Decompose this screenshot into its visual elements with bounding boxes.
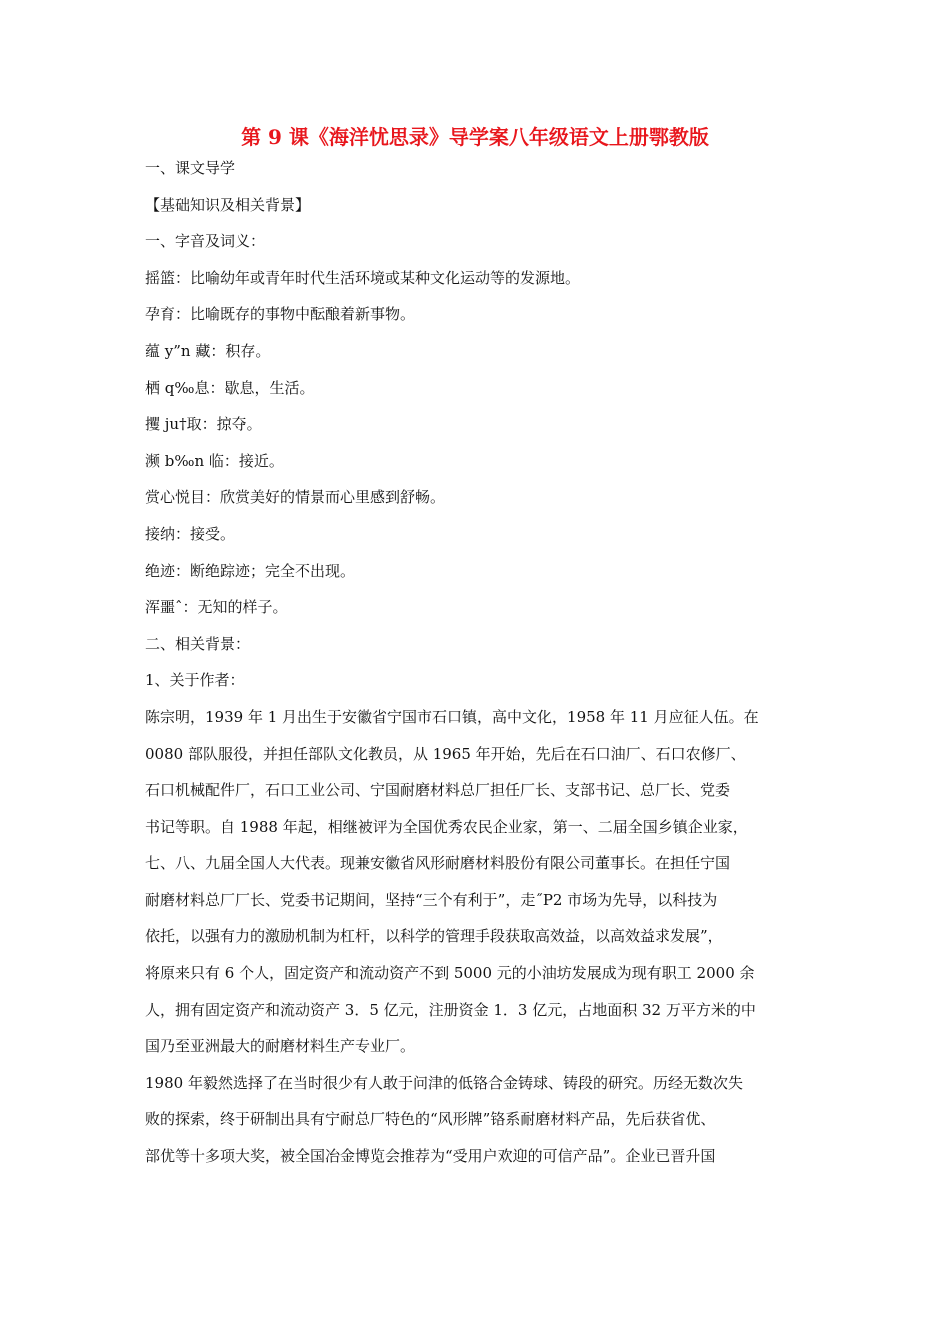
vocab-entry: 孕育：比喻既存的事物中酝酿着新事物。 bbox=[145, 305, 416, 324]
paragraph-line: 依托，以强有力的激励机制为杠杆，以科学的管理手段获取高效益，以高效益求发展”， bbox=[145, 927, 723, 946]
vocab-entry: 濒 b‰n 临：接近。 bbox=[145, 451, 284, 470]
subsection-heading: 【基础知识及相关背景】 bbox=[145, 195, 311, 214]
vocab-entry: 蕴 y”n 藏：积存。 bbox=[145, 341, 271, 360]
vocab-entry: 接纳：接受。 bbox=[145, 524, 236, 543]
paragraph-line: 七、八、九届全国人大代表。现兼安徽省风形耐磨材料股份有限公司董事长。在担任宁国 bbox=[145, 854, 731, 873]
paragraph-line: 石口机械配件厂，石口工业公司、宁国耐磨材料总厂担任厂长、支部书记、总厂长、党委 bbox=[145, 781, 731, 800]
subsection-heading: 一、字音及词义： bbox=[145, 232, 266, 251]
paragraph-line: 书记等职。自 1988 年起，相继被评为全国优秀农民企业家，第一、二届全国乡镇企业家， bbox=[145, 817, 748, 836]
vocab-entry: 赏心悦目：欣赏美好的情景而心里感到舒畅。 bbox=[145, 488, 446, 507]
vocab-entry: 攫 ju†取：掠夺。 bbox=[145, 415, 262, 434]
vocab-entry: 浑噩ˆ：无知的样子。 bbox=[145, 598, 288, 617]
vocab-entry: 栖 q‰息：歇息，生活。 bbox=[145, 378, 315, 397]
paragraph-line: 耐磨材料总厂厂长、党委书记期间，坚持“三个有利于”，走˝P2 市场为先导，以科技为 bbox=[145, 890, 718, 909]
vocab-entry: 绝迹：断绝踪迹；完全不出现。 bbox=[145, 561, 356, 580]
paragraph-line: 败的探索，终于研制出具有宁耐总厂特色的“风形牌”铬系耐磨材料产品，先后获省优、 bbox=[145, 1110, 716, 1129]
paragraph-line: 1980 年毅然选择了在当时很少有人敢于问津的低铬合金铸球、铸段的研究。历经无数次失 bbox=[145, 1073, 743, 1092]
document-body bbox=[145, 150, 810, 1175]
paragraph-line: 陈宗明，1939 年 1 月出生于安徽省宁国市石口镇，高中文化，1958 年 11 月应征人伍。在 bbox=[145, 707, 759, 726]
paragraph-line: 将原来只有 6 个人，固定资产和流动资产不到 5000 元的小油坊发展成为现有职工 2000 余 bbox=[145, 964, 755, 983]
paragraph-line: 人，拥有固定资产和流动资产 3．5 亿元，注册资金 1．3 亿元，占地面积 32 万平方米的中 bbox=[145, 1000, 756, 1019]
section-heading: 二、相关背景： bbox=[145, 634, 251, 653]
paragraph-line: 0080 部队服役，并担任部队文化教员，从 1965 年开始，先后在石口油厂、石口农修厂、 bbox=[145, 744, 746, 763]
paragraph-line: 国乃至亚洲最大的耐磨材料生产专业厂。 bbox=[145, 1037, 416, 1056]
vocab-entry: 摇篮：比喻幼年或青年时代生活环境或某种文化运动等的发源地。 bbox=[145, 268, 581, 287]
subsection-heading: 1、关于作者： bbox=[145, 671, 245, 690]
section-heading: 一、课文导学 bbox=[145, 159, 236, 177]
document-title: 第 9 课《海洋忧思录》导学案八年级语文上册鄂教版 bbox=[241, 125, 709, 149]
paragraph-line: 部优等十多项大奖，被全国冶金博览会推荐为“受用户欢迎的可信产品”。企业已晋升国 bbox=[145, 1147, 716, 1166]
